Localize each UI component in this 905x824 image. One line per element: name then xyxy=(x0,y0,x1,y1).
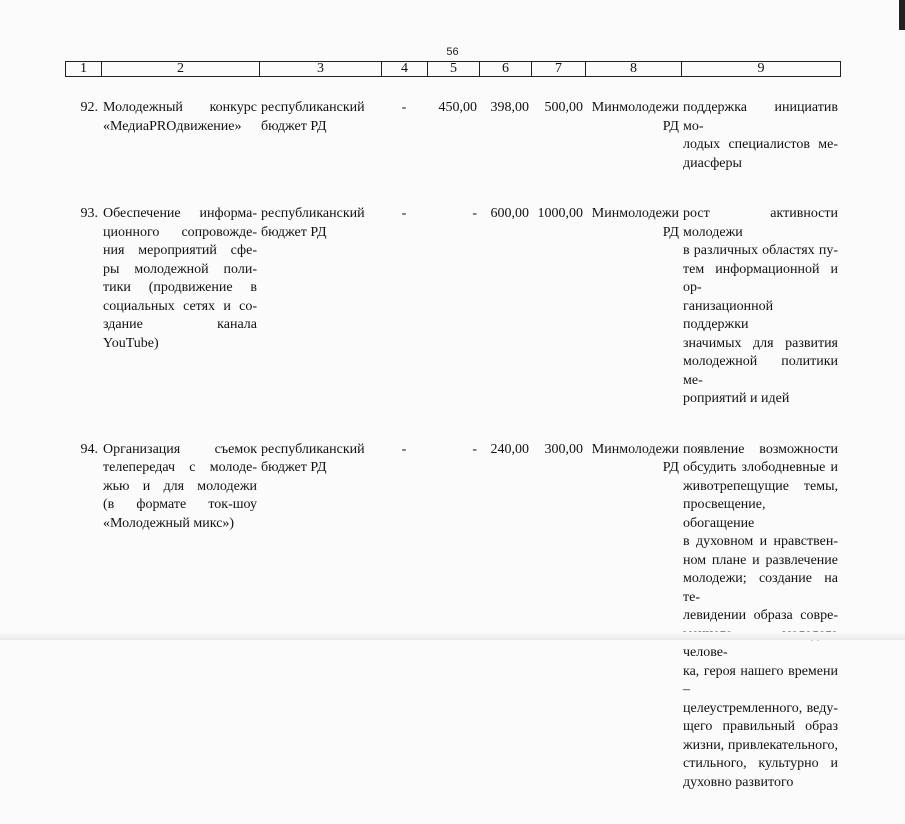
name-line: «МедиаPROдвижение» xyxy=(103,118,257,137)
name-line: ционного сопровожде- xyxy=(103,224,257,243)
scan-bottom-shadow xyxy=(0,632,905,640)
exec-line: Минмолодежи xyxy=(587,99,679,118)
amount-col-6: 398,00 xyxy=(479,99,531,205)
header-col-5: 5 xyxy=(428,62,480,77)
name-line: «Молодежный микс») xyxy=(103,515,257,534)
executor xyxy=(585,205,681,441)
result-line: роприятий и идей xyxy=(683,390,838,409)
source-line: республиканский xyxy=(261,99,379,118)
amount-col-4: - xyxy=(381,441,427,824)
result-line: ганизационной поддержки xyxy=(683,298,838,335)
amount-col-6: 600,00 xyxy=(479,205,531,441)
source-line: бюджет РД xyxy=(261,459,379,478)
activity-name xyxy=(101,205,259,441)
source-line: республиканский xyxy=(261,205,379,224)
row-number: 93. xyxy=(65,205,101,441)
header-col-9: 9 xyxy=(682,62,841,77)
name-line: Молодежный конкурс xyxy=(103,99,257,118)
header-col-1: 1 xyxy=(66,62,102,77)
expected-result xyxy=(681,99,840,205)
name-line: тики (продвижение в xyxy=(103,279,257,298)
name-line: Обеспечение информа- xyxy=(103,205,257,224)
header-col-2: 2 xyxy=(102,62,260,77)
exec-line: РД xyxy=(587,459,679,478)
executor xyxy=(585,99,681,205)
result-line: молодежи; создание на те- xyxy=(683,570,838,607)
amount-col-4: - xyxy=(381,99,427,205)
program-table xyxy=(65,99,840,824)
header-col-3: 3 xyxy=(260,62,382,77)
result-line: рост активности молодежи xyxy=(683,205,838,242)
result-line: челове- xyxy=(683,626,838,663)
header-row xyxy=(66,62,841,77)
result-line: жизни, привлекательного, xyxy=(683,737,838,756)
result-line: целеустремленного, веду- xyxy=(683,700,838,719)
header-col-7: 7 xyxy=(532,62,586,77)
result-line: тем информационной и ор- xyxy=(683,261,838,298)
header-col-6: 6 xyxy=(480,62,532,77)
activity-name xyxy=(101,99,259,205)
source-line: бюджет РД xyxy=(261,118,379,137)
source-line: бюджет РД xyxy=(261,224,379,243)
result-line: левидении образа совре- xyxy=(683,607,838,626)
result-line: просвещение, обогащение xyxy=(683,496,838,533)
result-line: стильного, культурно и xyxy=(683,755,838,774)
table-row xyxy=(65,99,840,205)
result-line: поддержка инициатив мо- xyxy=(683,99,838,136)
table-row xyxy=(65,205,840,441)
scan-edge-mark xyxy=(899,0,905,30)
name-line: социальных сетях и со- xyxy=(103,298,257,317)
result-line: животрепещущие темы, xyxy=(683,478,838,497)
funding-source xyxy=(259,99,381,205)
row-number: 94. xyxy=(65,441,101,824)
result-line: лодых специалистов ме- xyxy=(683,136,838,155)
result-line: обсудить злободневные и xyxy=(683,459,838,478)
funding-source xyxy=(259,205,381,441)
amount-col-4: - xyxy=(381,205,427,441)
result-line: молодежной политики ме- xyxy=(683,353,838,390)
amount-col-6: 240,00 xyxy=(479,441,531,824)
amount-col-5: - xyxy=(427,205,479,441)
exec-line: Минмолодежи xyxy=(587,205,679,224)
name-line: (в формате ток-шоу xyxy=(103,496,257,515)
amount-col-7: 1000,00 xyxy=(531,205,585,441)
header-col-4: 4 xyxy=(382,62,428,77)
amount-col-7: 500,00 xyxy=(531,99,585,205)
result-line: в духовном и нравствен- xyxy=(683,533,838,552)
row-number: 92. xyxy=(65,99,101,205)
page-number: 56 xyxy=(0,46,905,58)
result-line: духовно развитого xyxy=(683,774,838,793)
exec-line: РД xyxy=(587,224,679,243)
result-line: значимых для развития xyxy=(683,335,838,354)
column-number-header xyxy=(65,61,841,77)
amount-col-5: - xyxy=(427,441,479,824)
name-line: здание канала xyxy=(103,316,257,335)
result-line: появление возможности xyxy=(683,441,838,460)
result-line: ка, героя нашего времени – xyxy=(683,663,838,700)
name-line: ры молодежной поли- xyxy=(103,261,257,280)
result-line: щего правильный образ xyxy=(683,718,838,737)
name-line: Организация съемок xyxy=(103,441,257,460)
name-line: YouTube) xyxy=(103,335,257,354)
result-line: ном плане и развлечение xyxy=(683,552,838,571)
exec-line: Минмолодежи xyxy=(587,441,679,460)
exec-line: РД xyxy=(587,118,679,137)
name-line: телепередач с молоде- xyxy=(103,459,257,478)
result-line: диасферы xyxy=(683,155,838,174)
source-line: республиканский xyxy=(261,441,379,460)
amount-col-7: 300,00 xyxy=(531,441,585,824)
name-line: жью и для молодежи xyxy=(103,478,257,497)
name-line: ния мероприятий сфе- xyxy=(103,242,257,261)
result-line: в различных областях пу- xyxy=(683,242,838,261)
header-col-8: 8 xyxy=(586,62,682,77)
amount-col-5: 450,00 xyxy=(427,99,479,205)
expected-result xyxy=(681,205,840,441)
